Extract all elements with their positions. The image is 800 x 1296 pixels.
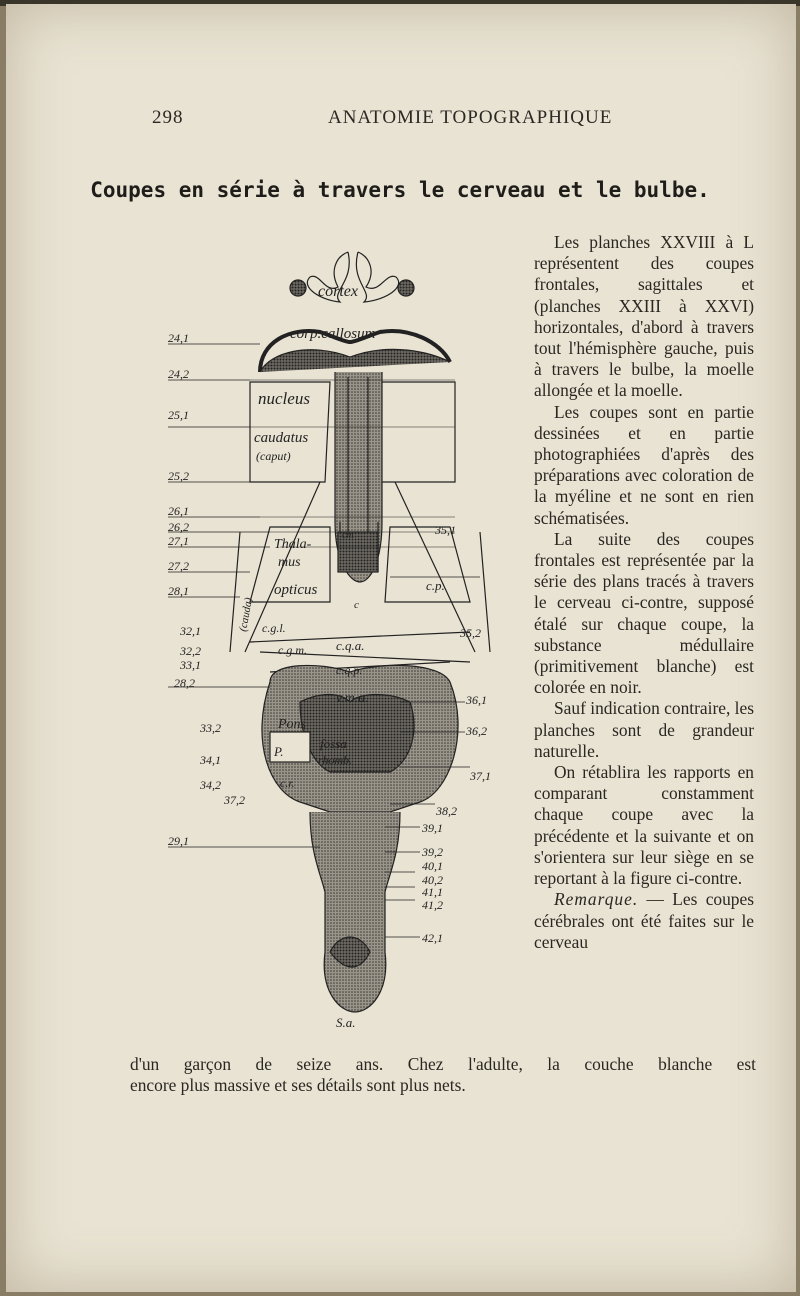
label-cqp: c.q.p.: [336, 663, 363, 677]
section-number: 25,2: [168, 469, 189, 483]
label-cm: cm: [342, 530, 354, 541]
page-number: 298: [152, 107, 184, 128]
section-number: 34,1: [200, 753, 221, 767]
section-number: 26,2: [168, 520, 189, 534]
label-pons: Pons: [278, 717, 306, 732]
side-text-column: [534, 232, 754, 953]
label-cgm: c.g.m.: [278, 643, 307, 657]
label-cp: c.p.: [426, 578, 445, 593]
section-number: 28,1: [168, 584, 189, 598]
section-number: 42,1: [422, 931, 443, 945]
section-number: 26,1: [168, 504, 189, 518]
section-number: 37,1: [470, 769, 491, 783]
label-vma: v.m.a.: [336, 691, 369, 706]
section-number: 29,1: [168, 834, 189, 848]
paragraph: Les coupes sont en partie dessinées et en partie photographiées d'après des préparations avec coloration de la myéline et ne sont en rien schématisées.: [534, 401, 754, 528]
label-thalamus-b: mus: [278, 555, 301, 570]
remark-paragraph: [534, 889, 754, 953]
label-thalamus-a: Thala-: [274, 537, 312, 552]
section-number: 40,1: [422, 859, 443, 873]
section-number: 32,2: [180, 644, 201, 658]
label-sa: S.a.: [336, 1015, 356, 1030]
section-number: 41,1: [422, 885, 443, 899]
section-number: 35,2: [460, 626, 481, 640]
section-number: 38,2: [436, 804, 457, 818]
section-title: Coupes en série à travers le cerveau et le bulbe.: [90, 178, 710, 202]
label-cr: c.r.: [280, 776, 295, 790]
section-number: 24,1: [168, 331, 189, 345]
section-number: 37,2: [224, 793, 245, 807]
paragraph: Les planches XXVIII à L représentent des coupes frontales, sagittales et (planches XXIII à XXVI) horizontales, d'abord à travers tout l'hémisphère gauche, puis à travers le bulbe, la moelle allongée et la moelle.: [534, 232, 754, 401]
brain-diagram: [150, 232, 530, 1032]
section-number: 33,2: [200, 721, 221, 735]
section-number: 27,2: [168, 559, 189, 573]
section-number: 36,1: [466, 693, 487, 707]
running-head: ANATOMIE TOPOGRAPHIQUE: [328, 107, 613, 128]
bottom-text: [130, 1054, 756, 1096]
bottom-text-line: encore plus massive et ses détails sont plus nets.: [130, 1075, 466, 1096]
label-cgl: c.g.l.: [262, 621, 286, 635]
section-number: 25,1: [168, 408, 189, 422]
page-header: [0, 107, 800, 131]
section-number: 24,2: [168, 367, 189, 381]
remark-label: Remarque.: [554, 889, 639, 910]
label-p: P.: [274, 744, 284, 759]
section-number: 39,1: [422, 821, 443, 835]
section-number: 40,2: [422, 873, 443, 887]
section-number: 35,1: [435, 523, 456, 537]
label-cauda: (cauda): [237, 596, 255, 633]
paragraph: On rétablira les rapports en comparant constamment chaque coupe avec la précédente et la suivante et on s'orientera sur leur siège en se reportant à la figure ci-contre.: [534, 762, 754, 889]
section-number: 32,1: [180, 624, 201, 638]
label-cqa: c.q.a.: [336, 638, 365, 653]
label-cortex: cortex: [318, 283, 358, 300]
label-caput: (caput): [256, 449, 291, 463]
brain-section-figure: [150, 232, 530, 1032]
label-rhomb: rhomb.: [318, 753, 353, 767]
label-corpus-callosum: corp.callosum: [290, 326, 376, 342]
remark-text: — Les coupes cérébrales ont été faites sur le cerveau: [534, 889, 754, 952]
section-number: 36,2: [466, 724, 487, 738]
section-number: 33,1: [180, 658, 201, 672]
label-c: c: [354, 599, 359, 611]
label-caudatus: caudatus: [254, 430, 309, 446]
section-number: 34,2: [200, 778, 221, 792]
section-number: 27,1: [168, 534, 189, 548]
paragraph: Sauf indication contraire, les planches sont de grandeur naturelle.: [534, 698, 754, 761]
paragraph: La suite des coupes frontales est représentée par la série des plans tracés à travers le cerveau ci-contre, supposé étalé sur chaque coupe, la substance médullaire (primitivement blanche) est colorée en noir.: [534, 528, 754, 698]
section-number: 28,2: [174, 676, 195, 690]
label-nucleus: nucleus: [258, 389, 310, 408]
label-opticus: opticus: [274, 582, 318, 598]
bottom-text-line: d'un garçon de seize ans. Chez l'adulte, la couche blanche est: [130, 1054, 756, 1074]
section-number: 41,2: [422, 898, 443, 912]
label-fossa: fossa: [320, 736, 347, 751]
section-number: 39,2: [422, 845, 443, 859]
